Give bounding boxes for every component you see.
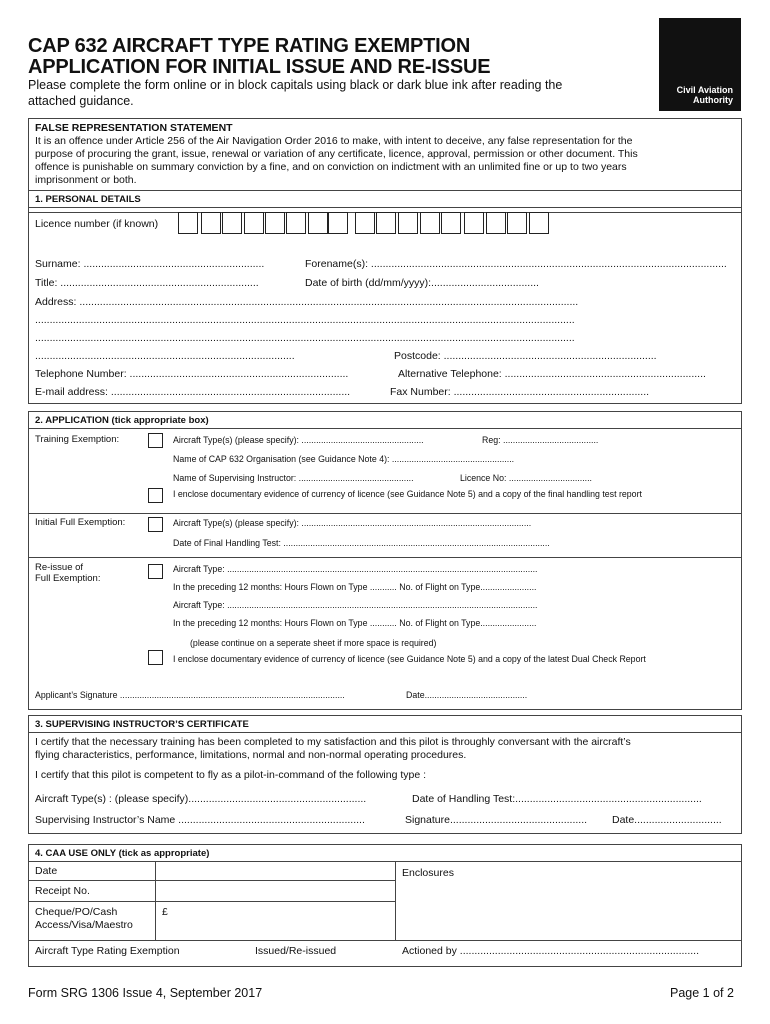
handling-test-date-field[interactable]: Date of Handling Test:................................................................: [412, 793, 702, 805]
training-enclose-checkbox[interactable]: [148, 488, 163, 503]
address-field[interactable]: Address: ...........................................................................................................................................................................: [35, 296, 579, 308]
licence-digit-box[interactable]: [222, 212, 242, 234]
instructions-line1: Please complete the form online or in block capitals using black or dark blue ink after reading the: [28, 78, 563, 92]
false-rep-line: imprisonment or both.: [35, 174, 137, 186]
instructor-name-field[interactable]: Name of Supervising Instructor: ...............................................: [173, 473, 414, 483]
surname-field[interactable]: Surname: ..............................................................: [35, 258, 265, 270]
payment-label: Access/Visa/Maestro: [35, 919, 133, 931]
reissue-aircraft-field[interactable]: Aircraft Type: ...............................................................................................................................: [173, 564, 538, 574]
final-handling-date-field[interactable]: Date of Final Handling Test: .............................................................................................................: [173, 538, 550, 548]
licence-digit-box[interactable]: [376, 212, 396, 234]
licence-digit-box[interactable]: [420, 212, 440, 234]
certify-text: flying characteristics, performance, limitations, normal and non-normal operating procedures.: [35, 749, 467, 761]
form-title-line1: CAP 632 AIRCRAFT TYPE RATING EXEMPTION: [28, 35, 471, 57]
title-field[interactable]: Title: ....................................................................: [35, 277, 259, 289]
false-rep-line: offence is punishable on summary conviction by a fine, and on conviction on indictment with an unlimited fine or up to two years: [35, 161, 627, 173]
training-exemption-checkbox[interactable]: [148, 433, 163, 448]
reissue-checkbox[interactable]: [148, 564, 163, 579]
reissue-aircraft-field[interactable]: Aircraft Type: ...............................................................................................................................: [173, 600, 538, 610]
training-aircraft-field[interactable]: Aircraft Type(s) (please specify): ..................................................: [173, 435, 424, 445]
divider: [28, 557, 742, 558]
reissue-enclose-checkbox[interactable]: [148, 650, 163, 665]
instructor-name-field[interactable]: Supervising Instructor’s Name ................................................................: [35, 814, 365, 826]
caa-logo: [659, 18, 741, 111]
false-rep-line: It is an offence under Article 256 of the Air Navigation Order 2016 to make, with intent to deceive, any false representation for the: [35, 135, 633, 147]
enclosures-label: Enclosures: [402, 867, 454, 879]
dob-field[interactable]: Date of birth (dd/mm/yyyy):.....................................: [305, 277, 539, 289]
section-heading: 4. CAA USE ONLY (tick as appropriate): [29, 845, 741, 862]
licence-digit-box[interactable]: [178, 212, 198, 234]
competent-text: I certify that this pilot is competent to fly as a pilot-in-command of the following type :: [35, 769, 427, 781]
licence-digit-box[interactable]: [464, 212, 484, 234]
payment-label: Cheque/PO/Cash: [35, 906, 118, 918]
alt-telephone-field[interactable]: Alternative Telephone: .....................................................................: [398, 368, 706, 380]
form-reference: Form SRG 1306 Issue 4, September 2017: [28, 986, 263, 1000]
licence-digit-box[interactable]: [201, 212, 221, 234]
licence-digit-box[interactable]: [398, 212, 418, 234]
address-line[interactable]: .........................................................................................................................................................................................: [35, 332, 575, 344]
continue-note: (please continue on a seperate sheet if more space is required): [190, 638, 437, 648]
table-divider: [28, 901, 395, 902]
licence-digit-box[interactable]: [355, 212, 375, 234]
section-heading: 3. SUPERVISING INSTRUCTOR’S CERTIFICATE: [29, 716, 741, 733]
table-divider: [395, 861, 396, 940]
fax-field[interactable]: Fax Number: ...................................................................: [390, 386, 650, 398]
section-heading: 2. APPLICATION (tick appropriate box): [29, 412, 741, 429]
instructions-line2: attached guidance.: [28, 94, 134, 108]
licence-digit-box[interactable]: [244, 212, 264, 234]
licence-digit-box[interactable]: [286, 212, 306, 234]
certify-text: I certify that the necessary training has been completed to my satisfaction and this pilot is throughly conversant with the aircraft’s: [35, 736, 631, 748]
false-rep-heading: FALSE REPRESENTATION STATEMENT: [35, 122, 233, 134]
instructor-signature-field[interactable]: Signature...............................................: [405, 814, 588, 826]
reissue-enclose-text: I enclose documentary evidence of currency of licence (see Guidance Note 5) and a copy of the latest Dual Check Report: [173, 654, 646, 664]
forenames-field[interactable]: Forename(s): ..........................................................................................................................: [305, 258, 727, 270]
table-divider: [28, 940, 742, 941]
rating-exemption-label: Aircraft Type Rating Exemption: [35, 945, 180, 957]
section-heading: 1. PERSONAL DETAILS: [29, 191, 741, 208]
receipt-label: Receipt No.: [35, 885, 90, 897]
licence-digit-box[interactable]: [486, 212, 506, 234]
address-line[interactable]: .........................................................................................: [35, 350, 295, 362]
instructor-date-field[interactable]: Date..............................: [612, 814, 722, 826]
training-reg-field[interactable]: Reg: .......................................: [482, 435, 599, 445]
form-title-line2: APPLICATION FOR INITIAL ISSUE AND RE-ISSUE: [28, 56, 491, 78]
licence-digit-box[interactable]: [529, 212, 549, 234]
page-number: Page 1 of 2: [670, 986, 734, 1000]
initial-exemption-label: Initial Full Exemption:: [35, 517, 126, 528]
pound-sign: £: [162, 906, 168, 918]
instructor-aircraft-field[interactable]: Aircraft Type(s) : (please specify).............................................................: [35, 793, 367, 805]
licence-label: Licence number (if known): [35, 218, 159, 230]
reissue-hours-field[interactable]: In the preceding 12 months: Hours Flown on Type ........... No. of Flight on Type.......................: [173, 618, 537, 628]
licence-digit-box[interactable]: [507, 212, 527, 234]
telephone-field[interactable]: Telephone Number: ...........................................................................: [35, 368, 349, 380]
training-exemption-label: Training Exemption:: [35, 434, 120, 445]
actioned-by-field[interactable]: Actioned by ..................................................................................: [402, 945, 699, 957]
licence-digit-box[interactable]: [265, 212, 285, 234]
reissue-hours-field[interactable]: In the preceding 12 months: Hours Flown on Type ........... No. of Flight on Type.......................: [173, 582, 537, 592]
training-enclose-text: I enclose documentary evidence of currency of licence (see Guidance Note 5) and a copy of the final handling test report: [173, 489, 642, 499]
licence-digit-box[interactable]: [441, 212, 461, 234]
email-field[interactable]: E-mail address: ..................................................................................: [35, 386, 351, 398]
address-line[interactable]: .........................................................................................................................................................................................: [35, 314, 575, 326]
organisation-field[interactable]: Name of CAP 632 Organisation (see Guidance Note 4): ..................................................: [173, 454, 515, 464]
initial-aircraft-field[interactable]: Aircraft Type(s) (please specify): ..............................................................................................: [173, 518, 532, 528]
logo-text: Civil Aviation Authority: [676, 85, 733, 105]
caa-date-label: Date: [35, 865, 58, 877]
reissue-label: Full Exemption:: [35, 573, 101, 584]
reissue-label: Re-issue of: [35, 562, 84, 573]
applicant-date-field[interactable]: Date..........................................: [406, 690, 528, 700]
instructor-licence-field[interactable]: Licence No: ..................................: [460, 473, 592, 483]
divider: [28, 513, 742, 514]
licence-digit-box[interactable]: [328, 212, 348, 234]
initial-exemption-checkbox[interactable]: [148, 517, 163, 532]
applicant-signature-field[interactable]: Applicant’s Signature ............................................................................................: [35, 690, 345, 700]
postcode-field[interactable]: Postcode: .........................................................................: [394, 350, 657, 362]
licence-digit-box[interactable]: [308, 212, 328, 234]
table-divider: [28, 880, 395, 881]
false-rep-line: purpose of procuring the grant, issue, renewal or variation of any certificate, licence, approval, permission or other document. This: [35, 148, 638, 160]
issued-label: Issued/Re-issued: [255, 945, 337, 957]
